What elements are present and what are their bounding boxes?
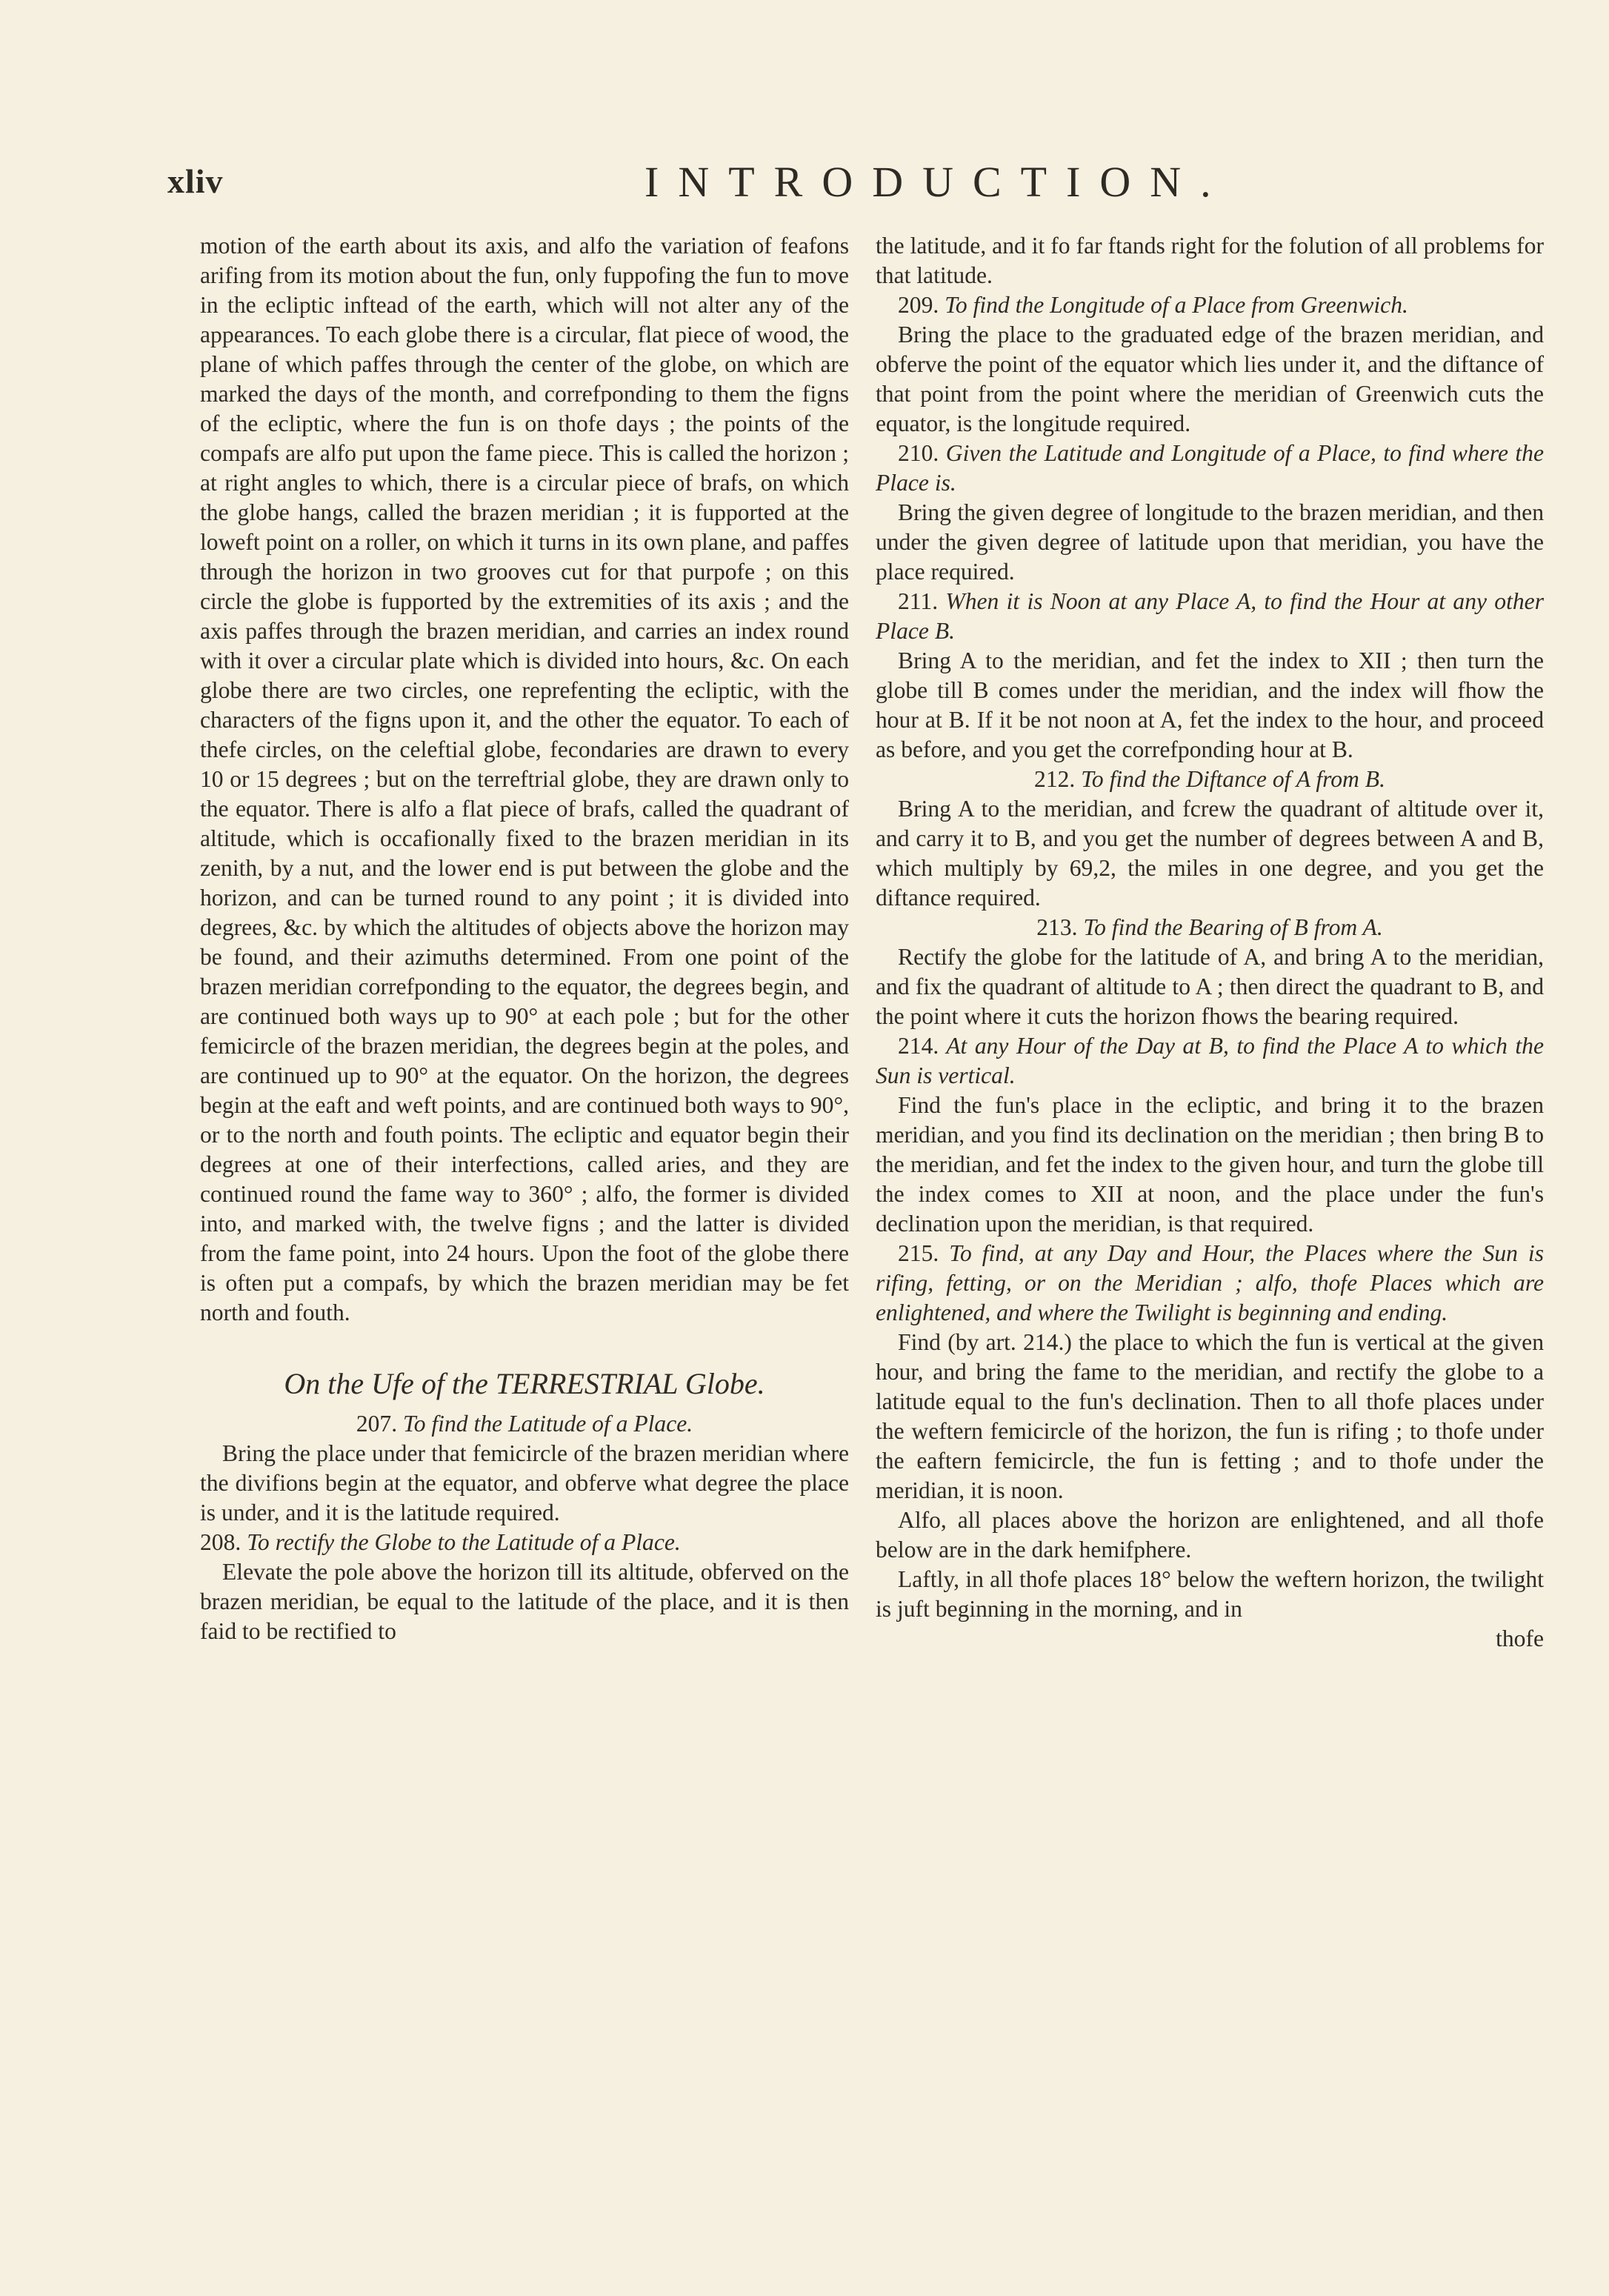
article-title: To find the Diftance of A from B. xyxy=(1081,766,1385,792)
article-number: 210. xyxy=(898,440,939,466)
article-number: 214. xyxy=(898,1033,939,1059)
article-title: At any Hour of the Day at B, to find the Place A to which the Sun is vertical. xyxy=(876,1033,1544,1088)
article-heading-207 xyxy=(200,1409,849,1439)
article-title: To find, at any Day and Hour, the Places where the Sun is rifing, fetting, or on the Meridian ; alfo, thofe Places which are enlightened, and where the Twilight is beginning and ending. xyxy=(876,1240,1544,1325)
catchword: thofe xyxy=(1496,1625,1544,1651)
article-title: Given the Latitude and Longitude of a Place, to find where the Place is. xyxy=(876,440,1545,496)
article-heading-212 xyxy=(876,765,1544,794)
article-number: 207. xyxy=(356,1411,398,1437)
continued-paragraph: the latitude, and it fo far ftands right for the folution of all problems for that latitude. xyxy=(876,233,1544,288)
article-body-210: Bring the given degree of longitude to the brazen meridian, and then under the given degree of latitude upon that meridian, you have the place required. xyxy=(876,499,1544,585)
article-number: 208. xyxy=(200,1529,241,1555)
article-body-207: Bring the place under that femicircle of the brazen meridian where the divifions begin at the equator, and obferve what degree the place is under, and it is the latitude required. xyxy=(200,1440,849,1525)
page-number: xliv xyxy=(167,162,224,200)
article-number: 209. xyxy=(898,292,939,318)
article-body-213: Rectify the globe for the latitude of A, and bring A to the meridian, and fix the quadrant of altitude to A ; then direct the quadrant to B, and the point where it cuts the horizon fhows the bearing required. xyxy=(876,944,1544,1029)
article-heading-208 xyxy=(200,1528,849,1557)
article-number: 211. xyxy=(898,588,939,614)
body-paragraph: motion of the earth about its axis, and alfo the variation of feafons arifing from its motion about the fun, only fuppofing the fun to move in the ecliptic inftead of the earth, which will not alter any of the appearances. To each globe there is a circular, flat piece of wood, the plane of which paffes through the center of the globe, on which are marked the days of the month, and correfponding to them the figns of the ecliptic, where the fun is on thofe days ; the points of the compafs are alfo put upon the fame piece. This is called the horizon ; at right angles to which, there is a circular piece of brafs, on which the globe hangs, called the brazen meridian ; it is fupported at the loweft point on a roller, on which it turns in its own plane, and paffes through the horizon in two grooves cut for that purpofe ; on this circle the globe is fupported by the extremities of its axis ; and the axis paffes through the brazen meridian, and carries an index round with it over a circular plate which is divided into hours, &c. On each globe there are two circles, one reprefenting the ecliptic, with the characters of the figns upon it, and the other the equator. To each of thefe circles, on the celeftial globe, fecondaries are drawn to every 10 or 15 degrees ; but on the terreftrial globe, they are drawn only to the equator. There is alfo a flat piece of brafs, called the quadrant of altitude, which is occafionally fixed to the brazen meridian in its zenith, by a nut, and the lower end is put between the globe and the horizon, and can be turned round to any point ; it is divided into degrees, &c. by which the altitudes of objects above the horizon may be found, and their azimuths determined. From one point of the brazen meridian correfponding to the equator, the degrees begin, and are continued both ways up to 90° at each pole ; but for the other femicircle of the brazen meridian, the degrees begin at the poles, and are continued up to 90° at the equator. On the horizon, the degrees begin at the eaft and weft points, and are continued both ways to 90°, or to the north and fouth points. The ecliptic and equator begin their degrees at one of their interfections, called aries, and they are continued round the fame way to 360° ; alfo, the former is divided into, and marked with, the twelve figns ; and the latter is divided from the fame point, into 24 hours. Upon the foot of the globe there is often put a compafs, by which the brazen meridian may be fet north and fouth. xyxy=(200,233,849,1325)
article-body-211: Bring A to the meridian, and fet the index to XII ; then turn the globe till B comes under the meridian, and the index will fhow the hour at B. If it be not noon at A, fet the index to the hour, and proceed as before, and you get the correfponding hour at B. xyxy=(876,648,1544,762)
article-body-212: Bring A to the meridian, and fcrew the quadrant of altitude over it, and carry it to B, and you get the number of degrees between A and B, which multiply by 69,2, the miles in one degree, and you get the diftance required. xyxy=(876,796,1544,911)
article-title: When it is Noon at any Place A, to find the Hour at any other Place B. xyxy=(876,588,1544,644)
article-body-209: Bring the place to the graduated edge of the brazen meridian, and obferve the point of the equator which lies under it, and the diftance of that point from the point where the meridian of Greenwich cuts the equator, is the longitude required. xyxy=(876,322,1544,436)
article-title: To find the Bearing of B from A. xyxy=(1083,914,1383,940)
article-heading-211 xyxy=(876,587,1544,646)
article-body-214: Find the fun's place in the ecliptic, and bring it to the brazen meridian, and you find its declination on the meridian ; then bring B to the meridian, and fet the index to the given hour, and turn the globe till the index comes to XII at noon, and the place under the fun's declination upon the meridian, is that required. xyxy=(876,1092,1544,1237)
article-heading-209 xyxy=(876,290,1544,320)
article-heading-213 xyxy=(876,913,1544,942)
article-body-215: Find (by art. 214.) the place to which the fun is vertical at the given hour, and bring the fame to the meridian, and rectify the globe to a latitude equal to the fun's declination. Then to all thofe places under the weftern femicircle of the horizon, the fun is rifing ; to thofe under the eaftern femicircle, the fun is fetting ; and to thofe under the meridian, it is noon. xyxy=(876,1329,1544,1503)
right-column xyxy=(876,231,1544,1654)
article-number: 213. xyxy=(1036,914,1078,940)
article-title: To find the Latitude of a Place. xyxy=(403,1411,693,1437)
article-body-208: Elevate the pole above the horizon till its altitude, obferved on the brazen meridian, be equal to the latitude of the place, and it is then faid to be rectified to xyxy=(200,1559,849,1644)
article-heading-215 xyxy=(876,1239,1544,1328)
article-title: To rectify the Globe to the Latitude of a Place. xyxy=(247,1529,681,1555)
article-number: 215. xyxy=(898,1240,939,1266)
section-heading: On the Ufe of the TERRESTRIAL Globe. xyxy=(284,1367,765,1400)
article-number: 212. xyxy=(1034,766,1076,792)
article-body-215-3: Laftly, in all thofe places 18° below the weftern horizon, the twilight is juft beginning in the morning, and in xyxy=(876,1566,1544,1622)
article-title: To find the Longitude of a Place from Greenwich. xyxy=(945,292,1408,318)
article-heading-214 xyxy=(876,1031,1544,1091)
article-body-215-2: Alfo, all places above the horizon are enlightened, and all thofe below are in the dark hemifphere. xyxy=(876,1507,1544,1563)
left-column xyxy=(200,231,849,1646)
running-head: INTRODUCTION. xyxy=(644,158,1230,206)
article-heading-210 xyxy=(876,439,1544,498)
